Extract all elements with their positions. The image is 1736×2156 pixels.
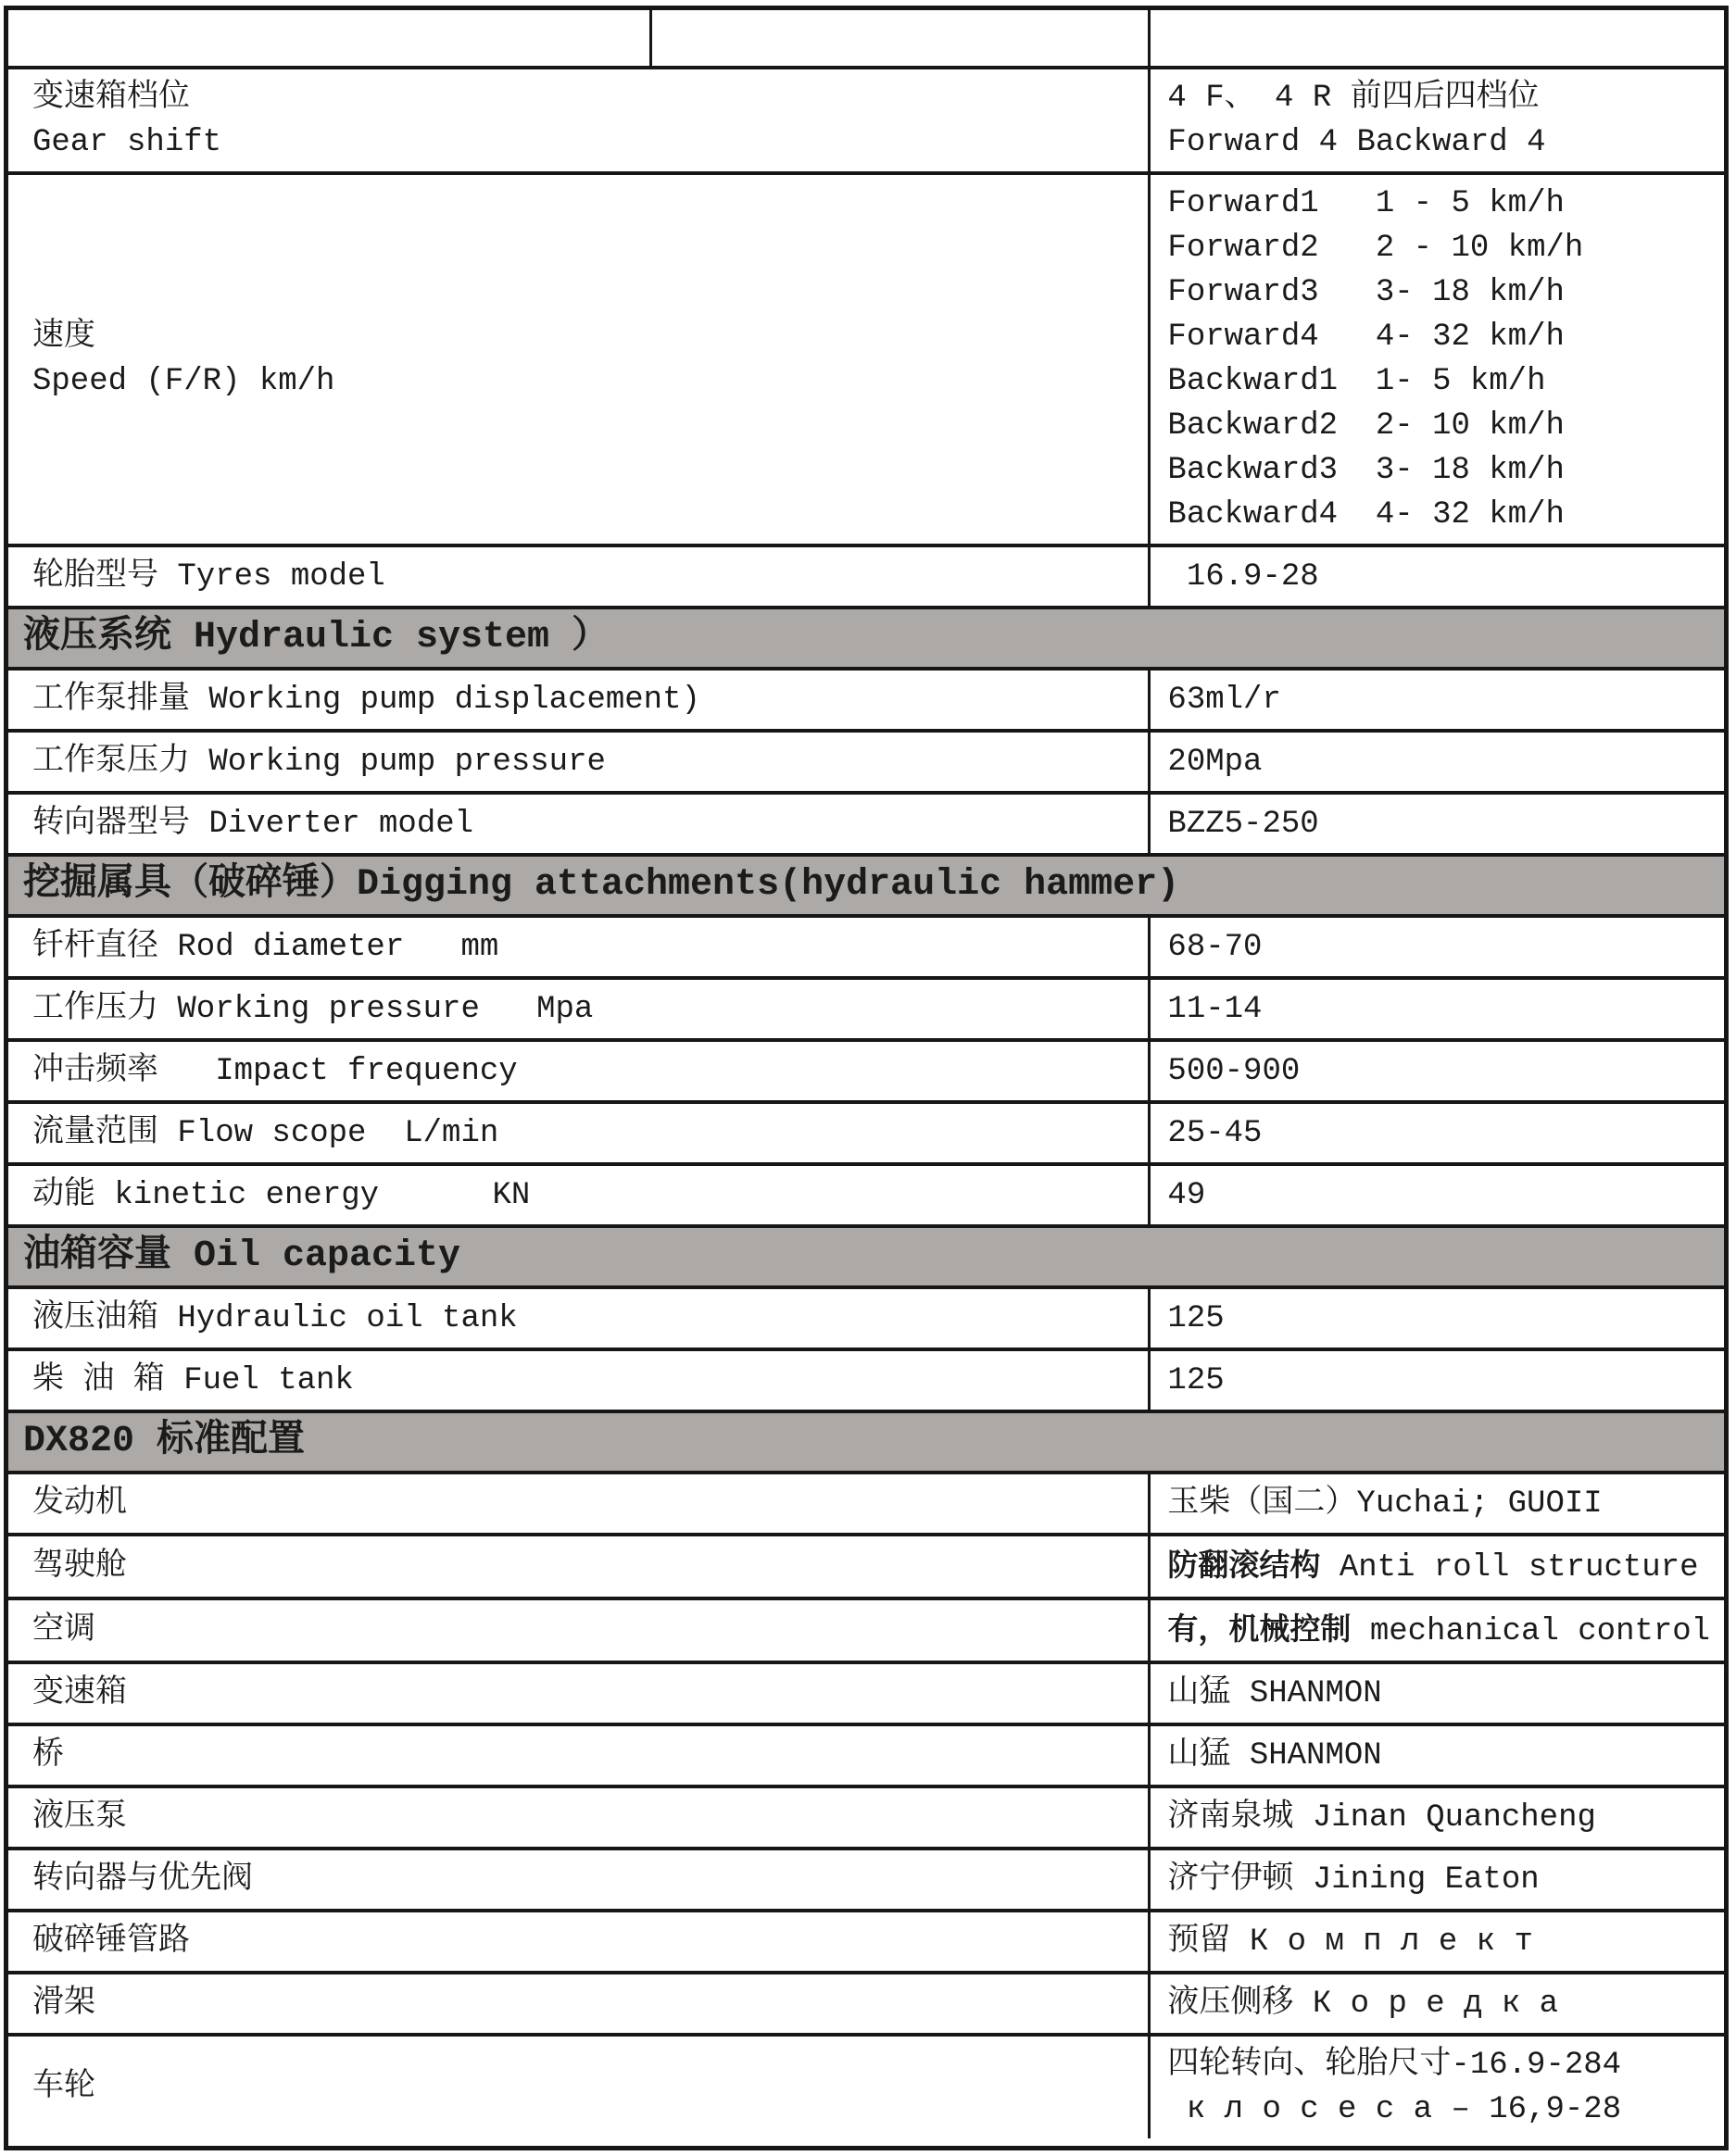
spec-value-cell (1151, 1166, 1724, 1224)
table-row (8, 175, 1724, 547)
text-segment: Speed (F/R) km/h (32, 364, 335, 399)
text-line (1167, 1173, 1717, 1218)
text-segment: 山猛 SHANMON (1167, 1675, 1382, 1711)
text-line (1167, 359, 1717, 404)
text-segment: 流量范围 Flow scope L/min (32, 1115, 499, 1151)
table-row (8, 1104, 1724, 1166)
table-row (8, 1166, 1724, 1228)
text-segment: Anti roll structure (1320, 1550, 1699, 1586)
table-row (8, 1912, 1724, 1974)
text-line (1167, 740, 1717, 784)
spec-value-cell (1151, 980, 1724, 1038)
spec-label-cell (8, 980, 1151, 1038)
text-segment: 破碎锤管路 (32, 1924, 190, 1960)
table-row (8, 795, 1724, 857)
text-line (1167, 2087, 1717, 2132)
spec-label-cell (8, 1974, 1151, 2033)
text-segment: 转向器与优先阀 (32, 1861, 253, 1898)
text-line (32, 1297, 1138, 1341)
text-line (1167, 182, 1717, 226)
text-line (1167, 493, 1717, 537)
spec-value-cell (1151, 1974, 1724, 2033)
spec-value-cell (1151, 1536, 1724, 1597)
spec-label-cell (8, 1850, 1151, 1909)
text-segment: 车轮 (32, 2070, 95, 2105)
text-line (1167, 802, 1717, 846)
spec-value-cell (1151, 69, 1724, 171)
text-segment: 63ml/r (1167, 682, 1281, 718)
section-header-row (8, 857, 1724, 918)
top-spacer-row (8, 10, 1724, 69)
spec-value-cell (1151, 671, 1724, 729)
text-line (1167, 120, 1717, 165)
text-segment: 500-900 (1167, 1053, 1301, 1089)
text-line (32, 1482, 1138, 1526)
text-line (32, 315, 1138, 359)
text-line (32, 76, 1138, 120)
spec-label-cell (8, 1289, 1151, 1348)
text-line (1167, 448, 1717, 493)
text-segment: Forward4 4- 32 km/h (1167, 320, 1565, 355)
text-line (1167, 678, 1717, 722)
text-line (32, 987, 1138, 1032)
section-header-row (8, 1413, 1724, 1474)
text-line (1167, 1482, 1717, 1526)
text-segment: 工作压力 Working pressure Mpa (32, 991, 594, 1027)
text-segment: 20Mpa (1167, 744, 1263, 780)
text-segment: к л о с е с а – 16,9-28 (1167, 2092, 1622, 2127)
spec-value-cell (1151, 1788, 1724, 1847)
text-segment: 玉柴（国二）Yuchai; GUOII (1167, 1485, 1603, 1522)
text-line (32, 1796, 1138, 1840)
spec-value-cell (1151, 733, 1724, 791)
spec-value-cell (1151, 1726, 1724, 1785)
spec-label-cell (8, 1664, 1151, 1723)
text-segment: 变速箱 (32, 1675, 127, 1711)
text-line (32, 1672, 1138, 1716)
text-line (32, 1858, 1138, 1902)
spec-label-cell (8, 1536, 1151, 1597)
section-header-title: 油箱容量 Oil capacity (23, 1235, 461, 1277)
text-segment: Backward2 2- 10 km/h (1167, 408, 1565, 444)
text-line (32, 1173, 1138, 1218)
text-segment: 预留 К о м п л е к т (1167, 1924, 1533, 1960)
text-line (32, 359, 1138, 404)
empty-cell (1151, 10, 1724, 66)
text-line (1167, 1734, 1717, 1778)
table-row (8, 547, 1724, 609)
spec-value-cell (1151, 918, 1724, 976)
text-segment: BZZ5-250 (1167, 806, 1319, 842)
spec-value-cell (1151, 1600, 1724, 1661)
text-segment: 125 (1167, 1300, 1225, 1336)
text-segment: 4 F、 4 R 前四后四档位 (1167, 81, 1540, 116)
text-line (1167, 555, 1717, 599)
text-segment: 发动机 (32, 1485, 127, 1522)
table-row (8, 980, 1724, 1042)
text-segment: mechanical control (1351, 1614, 1711, 1649)
spec-value-cell (1151, 2037, 1724, 2138)
text-line (32, 925, 1138, 970)
text-line (1167, 1111, 1717, 1156)
text-line (1167, 2043, 1717, 2087)
text-segment: 动能 kinetic energy KN (32, 1177, 531, 1213)
table-row (8, 1042, 1724, 1104)
text-segment: 防翻滚结构 (1167, 1548, 1321, 1582)
spec-value-cell (1151, 175, 1724, 544)
text-line (1167, 987, 1717, 1032)
text-line (1167, 1796, 1717, 1840)
text-line (32, 740, 1138, 784)
spec-label-cell (8, 1788, 1151, 1847)
text-segment: 液压泵 (32, 1799, 127, 1836)
table-row (8, 1664, 1724, 1726)
text-segment: 驾驶舱 (32, 1548, 127, 1585)
text-segment: 有，机械控制 (1167, 1611, 1352, 1646)
table-row (8, 733, 1724, 795)
spec-value-cell (1151, 1474, 1724, 1533)
text-line (1167, 404, 1717, 448)
text-line (32, 678, 1138, 722)
spec-label-cell (8, 1042, 1151, 1100)
text-line (32, 802, 1138, 846)
text-segment: 变速箱档位 (32, 81, 190, 116)
table-row (8, 671, 1724, 733)
text-line (1167, 76, 1717, 120)
text-segment: 68-70 (1167, 929, 1263, 965)
text-segment: 速度 (32, 320, 95, 355)
section-header-title: 挖掘属具（破碎锤）Digging attachments(hydraulic hammer) (23, 864, 1180, 906)
table-row (8, 1536, 1724, 1600)
text-line (1167, 1858, 1717, 1902)
section-header-row (8, 609, 1724, 671)
spec-label-cell (8, 918, 1151, 976)
text-segment: 转向器型号 Diverter model (32, 806, 474, 842)
text-segment: 滑架 (32, 1986, 95, 2022)
text-segment: 冲击频率 Impact frequency (32, 1053, 518, 1089)
text-line (32, 2065, 1138, 2110)
text-line (1167, 1359, 1717, 1403)
text-segment: Forward1 1 - 5 km/h (1167, 186, 1565, 221)
text-line (32, 1982, 1138, 2026)
table-row (8, 1351, 1724, 1413)
text-segment: 125 (1167, 1362, 1225, 1398)
table-row (8, 1289, 1724, 1351)
table-row (8, 2037, 1724, 2138)
table-row (8, 1474, 1724, 1536)
table-row (8, 1974, 1724, 2037)
spec-label-cell (8, 795, 1151, 853)
table-row (8, 1726, 1724, 1788)
text-segment: 11-14 (1167, 991, 1263, 1027)
spec-value-cell (1151, 1104, 1724, 1162)
spec-label-cell (8, 1166, 1151, 1224)
text-line (1167, 1982, 1717, 2026)
spec-label-cell (8, 733, 1151, 791)
spec-value-cell (1151, 1912, 1724, 1971)
text-segment: Backward1 1- 5 km/h (1167, 364, 1546, 399)
table-row (8, 918, 1724, 980)
text-line (1167, 1672, 1717, 1716)
spec-label-cell (8, 175, 1151, 544)
text-segment: 25-45 (1167, 1115, 1263, 1151)
text-line (1167, 1607, 1717, 1654)
text-line (1167, 1543, 1717, 1590)
section-header-title: DX820 标准配置 (23, 1421, 306, 1462)
text-line (1167, 1049, 1717, 1094)
spec-label-cell (8, 69, 1151, 171)
text-segment: 钎杆直径 Rod diameter mm (32, 929, 499, 965)
text-line (32, 1609, 1138, 1653)
text-segment: Backward3 3- 18 km/h (1167, 453, 1565, 488)
spec-label-cell (8, 1912, 1151, 1971)
text-line (1167, 226, 1717, 270)
text-segment: 山猛 SHANMON (1167, 1737, 1382, 1774)
text-segment: 桥 (32, 1737, 64, 1774)
text-line (32, 1111, 1138, 1156)
text-line (1167, 1297, 1717, 1341)
text-segment: Backward4 4- 32 km/h (1167, 497, 1565, 533)
text-line (32, 120, 1138, 165)
text-line (1167, 315, 1717, 359)
empty-cell (8, 10, 652, 66)
text-segment: 液压油箱 Hydraulic oil tank (32, 1300, 518, 1336)
text-segment: Forward2 2 - 10 km/h (1167, 231, 1584, 266)
table-row (8, 1600, 1724, 1664)
spec-label-cell (8, 1600, 1151, 1661)
spec-label-cell (8, 1474, 1151, 1533)
text-line (32, 1734, 1138, 1778)
spec-label-cell (8, 1104, 1151, 1162)
table-row (8, 1788, 1724, 1850)
spec-label-cell (8, 547, 1151, 606)
spec-value-cell (1151, 1850, 1724, 1909)
text-segment: 液压侧移 К о р е д к а (1167, 1986, 1559, 2022)
text-line (32, 1920, 1138, 1964)
section-header-title: 液压系统 Hydraulic system ） (23, 617, 610, 658)
spec-value-cell (1151, 547, 1724, 606)
spec-value-cell (1151, 1042, 1724, 1100)
text-line (32, 1049, 1138, 1094)
text-segment: 空调 (32, 1612, 95, 1648)
text-line (1167, 1920, 1717, 1964)
table-row (8, 69, 1724, 175)
text-segment: 16.9-28 (1167, 558, 1319, 595)
text-line (1167, 925, 1717, 970)
text-segment: 四轮转向、轮胎尺寸-16.9-284 (1167, 2048, 1622, 2083)
text-segment: 柴 油 箱 Fuel tank (32, 1362, 354, 1398)
empty-cell (652, 10, 1151, 66)
spec-value-cell (1151, 795, 1724, 853)
text-segment: 工作泵排量 Working pump displacement) (32, 682, 700, 718)
spec-label-cell (8, 1726, 1151, 1785)
spec-value-cell (1151, 1664, 1724, 1723)
text-segment: 49 (1167, 1177, 1206, 1213)
text-line (32, 1359, 1138, 1403)
text-segment: 济南泉城 Jinan Quancheng (1167, 1799, 1596, 1836)
text-line (32, 555, 1138, 599)
table-row (8, 1850, 1724, 1912)
spec-label-cell (8, 1351, 1151, 1410)
text-segment: Forward3 3- 18 km/h (1167, 275, 1565, 310)
spec-value-cell (1151, 1351, 1724, 1410)
text-segment: Forward 4 Backward 4 (1167, 125, 1546, 160)
text-segment: 济宁伊顿 Jining Eaton (1167, 1861, 1540, 1898)
text-segment: 轮胎型号 Tyres model (32, 558, 385, 595)
text-segment: 工作泵压力 Working pump pressure (32, 744, 606, 780)
spec-table (4, 6, 1729, 2150)
spec-label-cell (8, 671, 1151, 729)
section-header-row (8, 1228, 1724, 1289)
spec-label-cell (8, 2037, 1151, 2138)
text-line (32, 1545, 1138, 1589)
text-line (1167, 270, 1717, 315)
spec-value-cell (1151, 1289, 1724, 1348)
text-segment: Gear shift (32, 125, 222, 160)
